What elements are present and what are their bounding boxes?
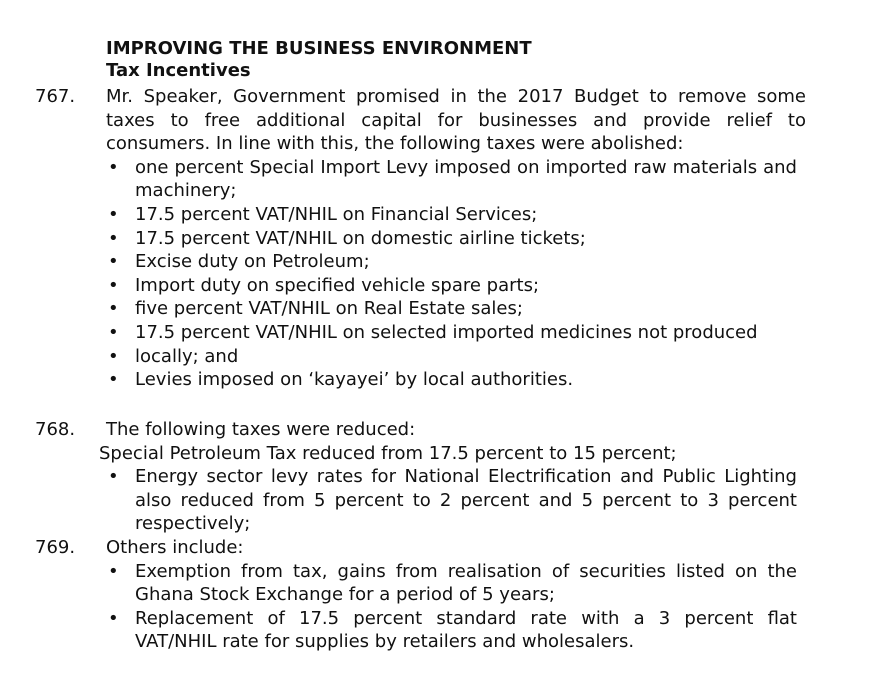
bullet-icon: • — [108, 251, 119, 273]
list-item-text: 17.5 percent VAT/NHIL on Financial Services; — [135, 203, 538, 225]
section-heading — [106, 38, 826, 82]
list-item — [106, 607, 797, 654]
paragraph-number: 769. — [35, 537, 76, 558]
section-title: IMPROVING THE BUSINESS ENVIRONMENT — [106, 38, 532, 59]
bullet-list — [106, 465, 806, 536]
list-item-text: Replacement of 17.5 percent standard rate with a 3 percent flat VAT/NHIL rate for supplies by retailers and wholesalers. — [135, 607, 797, 653]
list-item — [106, 274, 797, 298]
bullet-list — [106, 560, 806, 654]
paragraph-number: 767. — [35, 86, 76, 107]
list-item — [106, 560, 797, 607]
list-item-text: Excise duty on Petroleum; — [135, 251, 370, 273]
bullet-icon: • — [108, 345, 119, 367]
list-item — [106, 368, 797, 392]
bullet-list — [106, 156, 806, 392]
list-item-text: Levies imposed on ‘kayayei’ by local authorities. — [135, 369, 574, 391]
list-item — [106, 297, 797, 321]
list-item-text: 17.5 percent VAT/NHIL on domestic airline tickets; — [135, 227, 586, 249]
bullet-icon: • — [108, 321, 119, 343]
list-item-text: Import duty on specified vehicle spare parts; — [135, 274, 540, 296]
list-item — [106, 250, 797, 274]
list-item-text: Energy sector levy rates for National Electrification and Public Lighting also reduced from 5 percent to 2 percent and 5 percent to 3 percent respectively; — [135, 466, 797, 535]
paragraph-number: 768. — [35, 419, 76, 440]
bullet-icon: • — [108, 274, 119, 296]
list-item — [106, 203, 797, 227]
paragraph-body — [99, 418, 806, 536]
section-subtitle: Tax Incentives — [106, 60, 251, 81]
paragraph-body — [106, 536, 806, 654]
bullet-icon: • — [108, 369, 119, 391]
bullet-icon: • — [108, 298, 119, 320]
list-item — [106, 227, 797, 251]
paragraph-subtext: Special Petroleum Tax reduced from 17.5 percent to 15 percent; — [99, 442, 677, 464]
paragraph-text: Others include: — [106, 537, 244, 558]
bullet-icon: • — [108, 156, 119, 178]
bullet-icon: • — [108, 466, 119, 488]
bullet-icon: • — [108, 227, 119, 249]
paragraph-text: Mr. Speaker, Government promised in the 2017 Budget to remove some taxes to free additional capital for businesses and provide relief to consumers. In line with this, the following taxes were abolished: — [106, 86, 806, 155]
list-item-text: locally; and — [135, 345, 239, 367]
bullet-icon: • — [108, 203, 119, 225]
paragraph-body — [106, 85, 806, 392]
list-item-text: five percent VAT/NHIL on Real Estate sales; — [135, 298, 523, 320]
list-item — [106, 156, 797, 203]
list-item — [106, 465, 797, 536]
list-item-text: one percent Special Import Levy imposed on imported raw materials and machinery; — [135, 156, 797, 202]
list-item — [106, 345, 797, 369]
list-item — [106, 321, 797, 345]
paragraph-text: The following taxes were reduced: — [106, 419, 416, 440]
list-item-text: 17.5 percent VAT/NHIL on selected imported medicines not produced — [135, 321, 758, 343]
bullet-icon: • — [108, 560, 119, 582]
bullet-icon: • — [108, 607, 119, 629]
list-item-text: Exemption from tax, gains from realisation of securities listed on the Ghana Stock Exchange for a period of 5 years; — [135, 560, 797, 606]
